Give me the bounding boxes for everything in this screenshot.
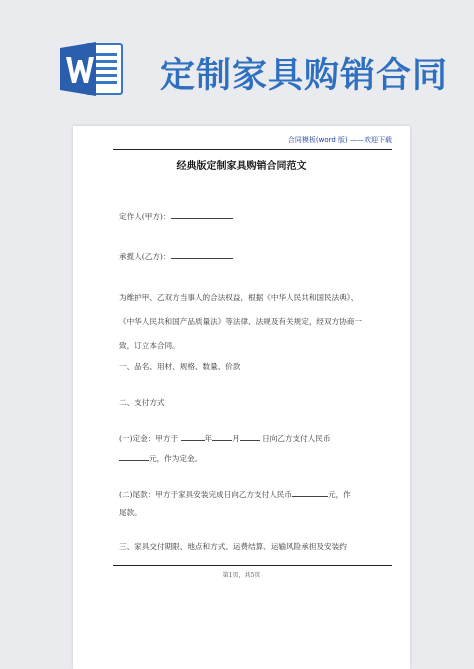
deposit-month-blank xyxy=(212,432,232,441)
deposit-line-2 xyxy=(119,452,202,465)
intro-paragraph xyxy=(119,286,362,358)
party-a-line xyxy=(119,210,233,223)
intro-line-2: 《中华人民共和国产品质量法》等法律、法规及有关规定，经双方协商一 xyxy=(119,317,362,326)
page-heading: 经典版定制家具购销合同范文 xyxy=(176,161,307,172)
intro-line-3: 致，订立本合同。 xyxy=(119,341,180,350)
year-label: 年 xyxy=(204,434,213,443)
section-2-heading: 二、支付方式 xyxy=(119,398,165,407)
balance-line-2: 尾款。 xyxy=(119,508,142,517)
party-b-blank xyxy=(171,250,233,259)
page-number: 第1页，共5页 xyxy=(222,572,261,579)
party-a-label: 定作人(甲方)： xyxy=(119,212,171,221)
balance-prefix: (二)尾款：甲方于家具安装完成日向乙方支付人民币 xyxy=(119,490,292,499)
document-title: 定制家具购销合同 xyxy=(160,56,449,96)
document-page xyxy=(73,126,410,669)
intro-line-1: 为维护甲、乙双方当事人的合法权益，根据《中华人民共和国民法典》、 xyxy=(119,293,359,302)
party-b-label: 承揽人(乙方)： xyxy=(119,252,171,261)
deposit-line-1 xyxy=(119,432,330,445)
word-icon xyxy=(60,40,124,98)
balance-suffix: 元，作 xyxy=(328,490,351,499)
header-banner xyxy=(0,0,474,125)
month-label: 月 xyxy=(232,434,240,443)
deposit-amount-blank xyxy=(119,452,149,461)
party-b-line xyxy=(119,250,233,263)
deposit-year-blank xyxy=(181,432,205,441)
section-3-heading: 三、家具交付期限、地点和方式、运费结算、运输风险承担及安装约 xyxy=(119,542,347,551)
header-rule xyxy=(113,149,392,150)
balance-amount-blank xyxy=(292,488,328,497)
template-note: 合同模板(word 版) ——欢迎下载 xyxy=(287,136,392,144)
party-a-blank xyxy=(171,210,233,219)
deposit-day-blank xyxy=(240,432,260,441)
footer-rule xyxy=(113,565,392,566)
deposit-prefix: (一)定金：甲方于 xyxy=(119,434,179,443)
section-1-heading: 一、品名、用材、规格、数量、价款 xyxy=(119,362,241,371)
deposit-end: 元，作为定金。 xyxy=(149,454,203,463)
deposit-mid: 日向乙方支付人民币 xyxy=(262,434,331,443)
balance-line-1 xyxy=(119,488,351,501)
